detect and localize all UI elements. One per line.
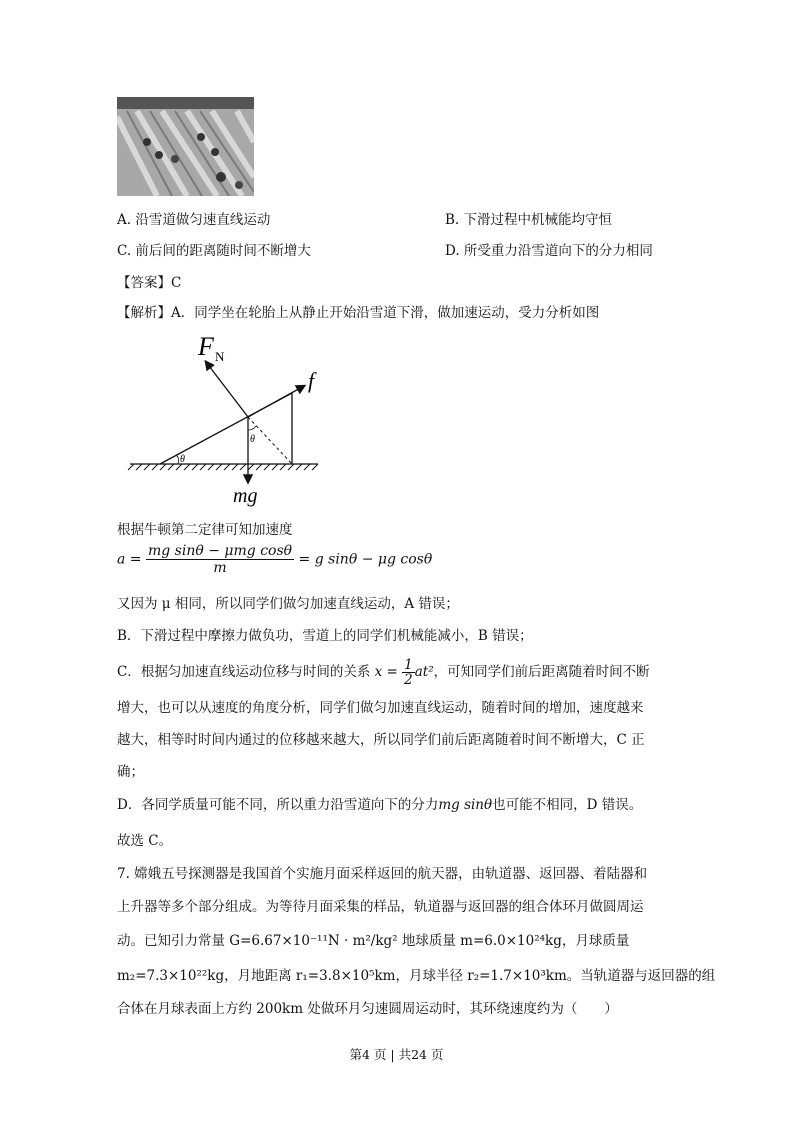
formula-denominator: m	[213, 560, 227, 576]
snow-slope-image	[117, 97, 254, 196]
analysis-line-d	[117, 793, 642, 813]
q7-line-4: m₂=7.3×10²²kg，月地距离 r₁=3.8×10⁵km，月球半径 r₂=1.7×10³km。当轨道器与返回器的组	[117, 968, 716, 984]
theta-top-label: θ	[250, 434, 255, 445]
d-pre: D．各同学质量可能不同，所以重力沿雪道向下的分力	[117, 797, 439, 813]
mg-label: mg	[233, 485, 258, 507]
analysis-line-c4: 确；	[117, 764, 144, 780]
c1-at: at²	[414, 664, 434, 680]
option-b: B. 下滑过程中机械能均守恒	[445, 212, 613, 228]
newton-law-text: 根据牛顿第二定律可知加速度	[117, 522, 293, 538]
answer-label: 【答案】C	[117, 275, 182, 291]
q7-line-2: 上升器等多个部分组成。为等待月面采集的样品，轨道器与返回器的组合体环月做圆周运	[117, 899, 644, 915]
f-label: f	[308, 368, 315, 393]
c1-eq: x =	[374, 664, 398, 680]
conclusion: 故选 C。	[117, 833, 173, 849]
option-a: A. 沿雪道做匀速直线运动	[117, 212, 271, 228]
option-d: D. 所受重力沿雪道向下的分力相同	[445, 243, 653, 259]
analysis-line-c1	[117, 655, 650, 689]
acceleration-formula	[117, 543, 432, 576]
snow-slope-photo	[117, 97, 254, 196]
c1-pre: C．根据匀加速直线运动位移与时间的关系	[117, 664, 371, 680]
c1-post: ，可知同学们前后距离随着时间不断	[433, 664, 650, 680]
force-diagram	[120, 330, 350, 510]
q7-line-1: 7. 嫦娥五号探测器是我国首个实施月面采样返回的航天器，由轨道器、返回器、着陆器和	[117, 866, 648, 882]
c1-num: 1	[404, 657, 413, 673]
formula-fraction	[146, 543, 294, 576]
ground-hatch	[128, 464, 318, 470]
theta-bottom-label: θ	[180, 454, 185, 465]
analysis-line-c2: 增大，也可以从速度的角度分析，同学们做匀加速直线运动，随着时间的增加，速度越来	[117, 700, 644, 716]
formula-lhs: a =	[117, 551, 142, 568]
q7-line-5: 合体在月球表面上方约 200km 处做环月匀速圆周运动时，其环绕速度约为（ ）	[117, 1001, 618, 1017]
d-eq: mg sinθ	[438, 797, 493, 813]
option-c: C. 前后间的距离随时间不断增大	[117, 243, 311, 259]
normal-force-arrow	[206, 362, 248, 417]
analysis-line-a: 又因为 μ 相同，所以同学们做匀加速直线运动，A 错误；	[117, 596, 459, 612]
analysis-line-b: B．下滑过程中摩擦力做负功，雪道上的同学们机械能减小，B 错误；	[117, 628, 533, 644]
formula-numerator: mg sinθ − μmg cosθ	[147, 543, 293, 559]
c1-den: 2	[404, 672, 413, 688]
fn-label: F	[198, 332, 214, 361]
d-post: 也可能不相同，D 错误。	[492, 797, 643, 813]
analysis-intro: 【解析】A．同学坐在轮胎上从静止开始沿雪道下滑，做加速运动，受力分析如图	[117, 305, 600, 321]
formula-rhs: = g sinθ − μg cosθ	[298, 551, 433, 568]
analysis-line-c3: 越大，相等时时间内通过的位移越来越大，所以同学们前后距离随着时间不断增大，C 正	[117, 732, 645, 748]
fn-subscript: N	[215, 349, 225, 364]
page-footer: 第4 页 | 共24 页	[349, 1047, 444, 1062]
friction-arrow	[248, 386, 304, 417]
q7-line-3: 动。已知引力常量 G=6.67×10⁻¹¹N · m²/kg² 地球质量 m=6.0×10²⁴kg，月球质量	[117, 933, 630, 949]
